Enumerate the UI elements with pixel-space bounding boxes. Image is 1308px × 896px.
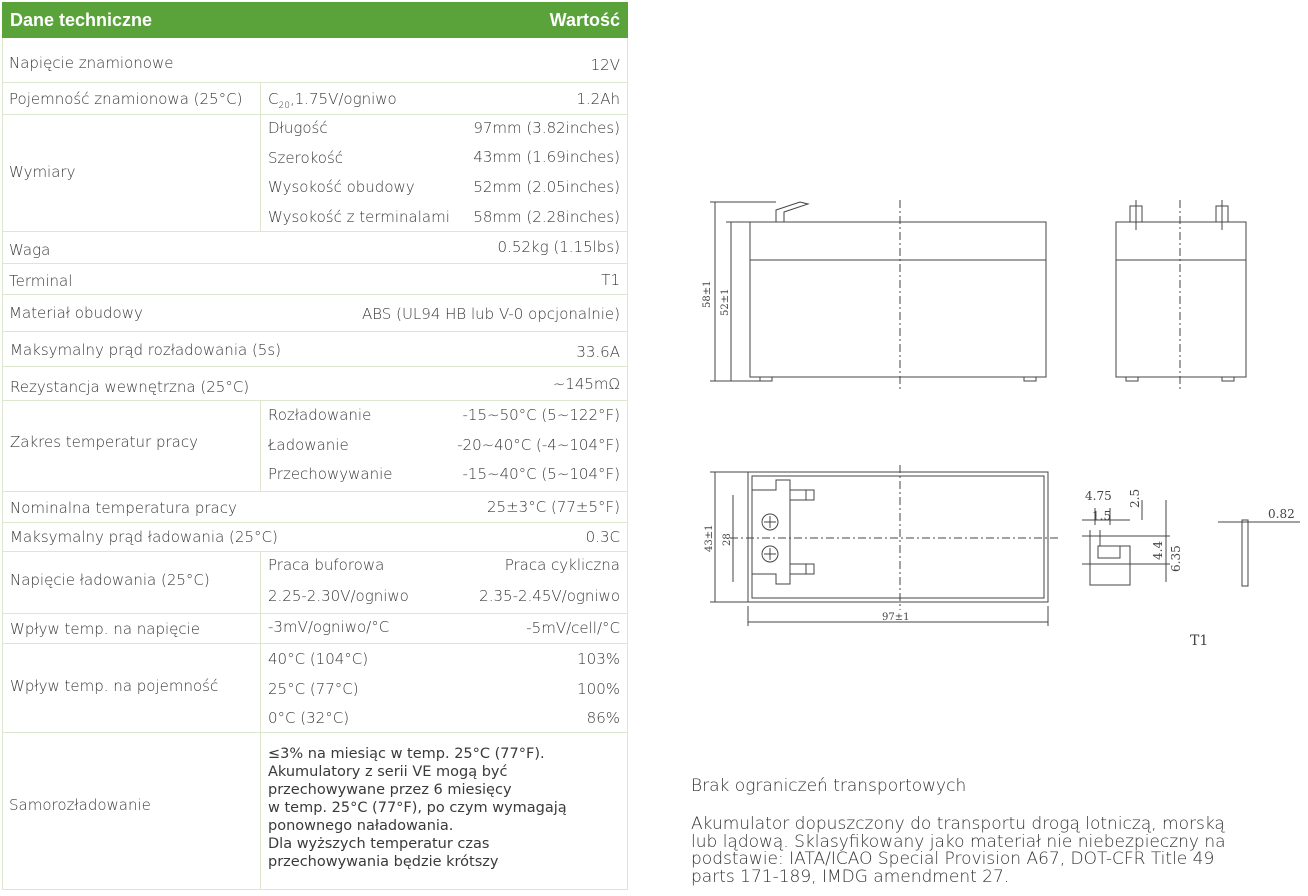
cap-value: 103% [577, 650, 620, 668]
temp-key: Rozładowanie [268, 406, 372, 424]
temp-value: -15~50°C (5~122°F) [462, 406, 620, 424]
row-value: 12V [590, 56, 620, 74]
technical-drawing [690, 190, 1308, 670]
row-sub [268, 90, 397, 111]
terminal-label: T1 [1190, 633, 1209, 649]
top-view [704, 465, 1060, 626]
dim-width: 43±1 [704, 524, 715, 552]
transport-title: Brak ograniczeń transportowych [691, 776, 967, 796]
coef-cycle: -5mV/cell/°C [526, 619, 620, 637]
row-label: Wymiary [9, 163, 76, 181]
row-label: Wpływ temp. na napięcie [10, 620, 201, 638]
row-label: Rezystancja wewnętrzna (25°C) [10, 378, 250, 396]
temp-value: -15~40°C (5~104°F) [462, 465, 620, 483]
table-left-border [2, 38, 3, 890]
charge-value-float: 2.25-2.30V/ogniwo [268, 587, 409, 605]
row-label: Napięcie ładowania (25°C) [10, 571, 210, 589]
column-divider [260, 733, 261, 890]
cap-value: 100% [577, 680, 620, 698]
cap-temp: 25°C (77°C) [268, 680, 359, 698]
column-divider [260, 552, 261, 733]
cap-temp: 40°C (104°C) [268, 650, 369, 668]
charge-value-cycle: 2.35-2.45V/ogniwo [479, 587, 620, 605]
table-row [2, 401, 628, 492]
dim-value: 43mm (1.69inches) [473, 148, 620, 166]
column-divider [260, 83, 261, 232]
coef-float: -3mV/ogniwo/°C [268, 618, 390, 636]
self-discharge-line: w temp. 25°C (77°F), po czym wymagają [268, 800, 567, 816]
dim-height: 58±1 [702, 280, 713, 308]
row-value: T1 [601, 271, 620, 289]
dim-key: Wysokość obudowy [268, 178, 415, 196]
table-row [2, 492, 628, 523]
dim-25: 2.5 [1128, 488, 1142, 508]
cap-value: 86% [586, 709, 620, 727]
self-discharge-line: ponownego naładowania. [268, 818, 454, 834]
row-value: 0.3C [585, 528, 620, 546]
dim-key: Wysokość z terminalami [268, 208, 450, 226]
dim-inner: 28 [722, 533, 733, 546]
table-row [2, 733, 628, 890]
cap-temp: 0°C (32°C) [268, 709, 350, 727]
table-row [2, 367, 628, 401]
dim-15: 1.5 [1092, 509, 1112, 523]
row-label: Samorozładowanie [9, 796, 151, 814]
row-label: Wpływ temp. na pojemność [10, 677, 219, 695]
dim-key: Szerokość [268, 149, 344, 167]
row-label: Terminal [9, 272, 73, 290]
row-label: Pojemność znamionowa (25°C) [9, 90, 243, 108]
dim-value: 52mm (2.05inches) [473, 178, 620, 196]
row-label: Napięcie znamionowe [9, 54, 174, 72]
charge-mode-float: Praca buforowa [268, 556, 385, 574]
table-row [2, 295, 628, 332]
row-value: 33.6A [576, 343, 620, 361]
row-value: ~145mΩ [552, 375, 620, 393]
spec-table [2, 2, 628, 890]
table-row [2, 38, 628, 83]
dim-44: 4.4 [1151, 540, 1165, 560]
self-discharge-text [268, 745, 608, 871]
table-right-border [627, 38, 628, 890]
temp-key: Przechowywanie [268, 465, 393, 483]
row-value: ABS (UL94 HB lub V-0 opcjonalnie) [361, 305, 620, 323]
self-discharge-line: ≤3% na miesiąc w temp. 25°C (77°F). [268, 746, 545, 762]
row-label: Maksymalny prąd ładowania (25°C) [10, 528, 278, 546]
table-row [2, 552, 628, 614]
dim-475: 4.75 [1085, 489, 1112, 503]
dim-635: 6.35 [1169, 545, 1183, 572]
dim-key: Długość [268, 119, 328, 137]
self-discharge-line: Dla wyższych temperatur czas [268, 836, 490, 852]
temp-value: -20~40°C (-4~104°F) [457, 436, 620, 454]
row-label: Waga [9, 241, 51, 259]
self-discharge-line: przechowywane przez 6 miesięcy [268, 782, 512, 798]
dim-length: 97±1 [882, 612, 910, 623]
row-value: 25±3°C (77±5°F) [487, 498, 620, 516]
table-row [2, 115, 628, 232]
row-label: Zakres temperatur pracy [10, 433, 198, 451]
table-row [2, 264, 628, 295]
row-label: Maksymalny prąd rozładowania (5s) [10, 341, 282, 359]
sub-c: C [268, 90, 279, 108]
temp-key: Ładowanie [268, 436, 349, 454]
side-view [702, 200, 1046, 390]
header-label: Dane techniczne [10, 10, 153, 30]
table-row [2, 83, 628, 115]
charge-mode-cycle: Praca cykliczna [504, 556, 620, 574]
dim-082: 0.82 [1268, 507, 1295, 521]
row-label: Nominalna temperatura pracy [10, 499, 237, 517]
header-value: Wartość [549, 10, 620, 30]
row-value: 1.2Ah [576, 90, 620, 108]
self-discharge-line: Akumulatory z serii VE mogą być [268, 764, 508, 780]
dim-value: 58mm (2.28inches) [473, 208, 620, 226]
row-label: Materiał obudowy [9, 304, 143, 322]
table-row [2, 332, 628, 367]
sub-rest: ,1.75V/ogniwo [289, 90, 397, 108]
transport-body: Akumulator dopuszczony do transportu drogą lotniczą, morską lub lądową. Sklasyfikowany jako materiał nie niebezpieczny na podstawie: IATA/ICAO Special Provision A67, DOT-CFR Title 49 parts 171-189, IMDG amendment 27. [691, 814, 1226, 887]
self-discharge-line: przechowywania będzie krótszy [268, 854, 499, 870]
column-divider [260, 401, 261, 492]
row-value: 0.52kg (1.15lbs) [497, 238, 620, 256]
table-row [2, 644, 628, 733]
terminal-detail [1082, 489, 1300, 649]
table-header [2, 2, 628, 38]
sub-index: 20 [278, 101, 290, 111]
dim-height-body: 52±1 [720, 288, 731, 316]
dim-value: 97mm (3.82inches) [473, 119, 620, 137]
table-row [2, 232, 628, 264]
table-row [2, 523, 628, 552]
table-row [2, 614, 628, 644]
end-view [1116, 200, 1246, 390]
